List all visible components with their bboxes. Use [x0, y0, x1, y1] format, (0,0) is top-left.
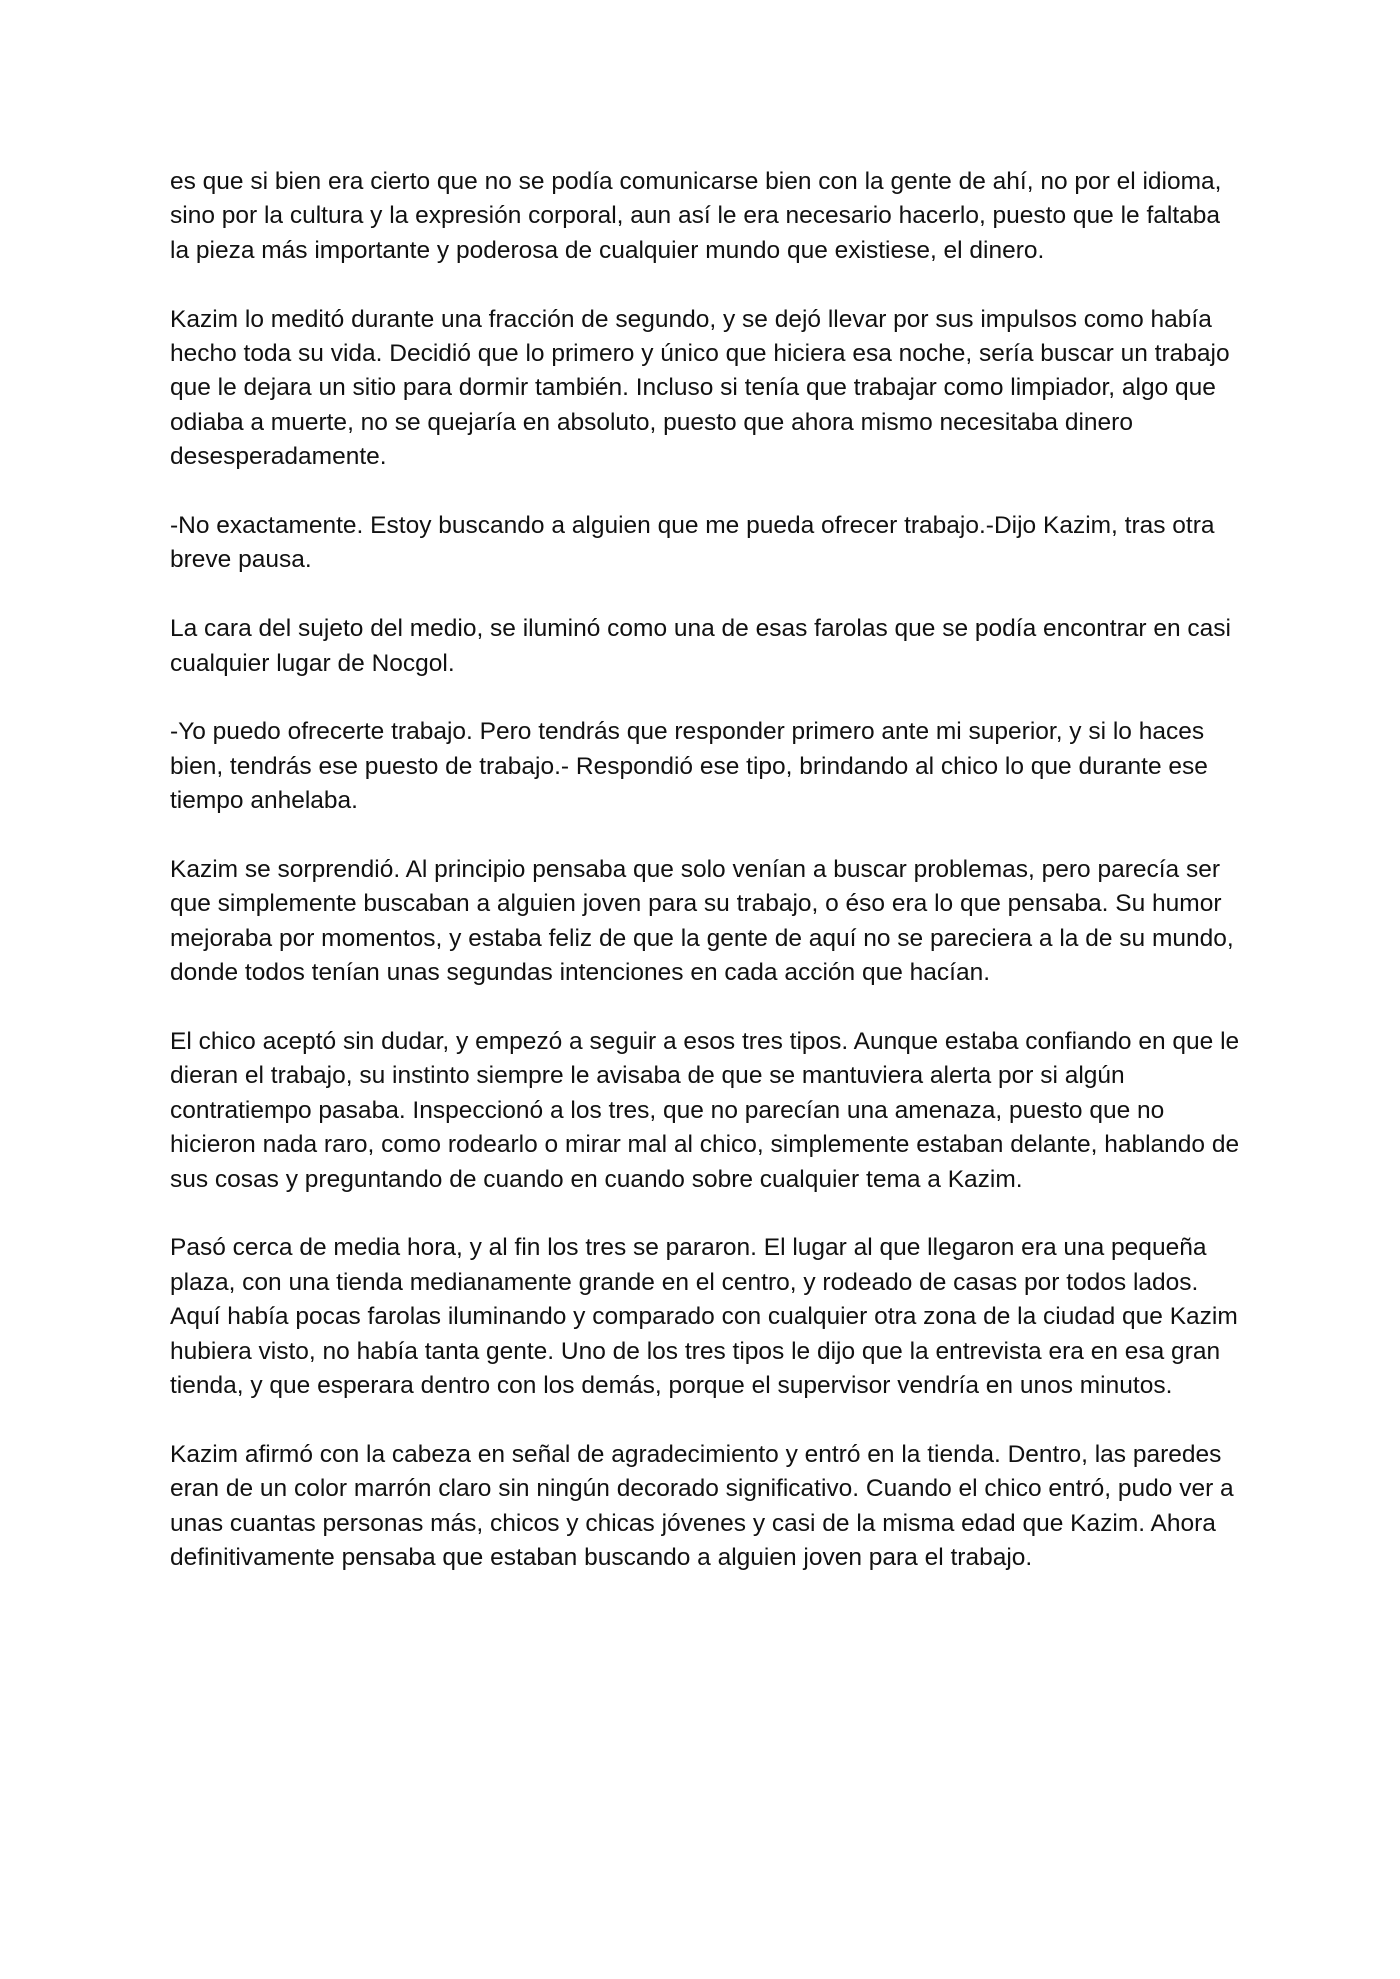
- paragraph: Kazim se sorprendió. Al principio pensaba que solo venían a buscar problemas, pero parecía ser que simplemente buscaban a alguien joven para su trabajo, o éso era lo que pensaba. Su humor mejoraba por momentos, y estaba feliz de que la gente de aquí no se pareciera a la de su mundo, donde todos tenían unas segundas intenciones en cada acción que hacían.: [170, 856, 1234, 987]
- paragraph: Kazim lo meditó durante una fracción de segundo, y se dejó llevar por sus impulsos como había hecho toda su vida. Decidió que lo primero y único que hiciera esa noche, sería buscar un trabajo que le dejara un sitio para dormir también. Incluso si tenía que trabajar como limpiador, algo que odiaba a muerte, no se quejaría en absoluto, puesto que ahora mismo necesitaba dinero desesperadamente.: [170, 305, 1230, 471]
- paragraph: El chico aceptó sin dudar, y empezó a seguir a esos tres tipos. Aunque estaba confiando en que le dieran el trabajo, su instinto siempre le avisaba de que se mantuviera alerta por si algún contratiempo pasaba. Inspeccionó a los tres, que no parecían una amenaza, puesto que no hicieron nada raro, como rodearlo o mirar mal al chico, simplemente estaban delante, hablando de sus cosas y preguntando de cuando en cuando sobre cualquier tema a Kazim.: [170, 1028, 1240, 1193]
- paragraph: Kazim afirmó con la cabeza en señal de agradecimiento y entró en la tienda. Dentro, las paredes eran de un color marrón claro sin ningún decorado significativo. Cuando el chico entró, pudo ver a unas cuantas personas más, chicos y chicas jóvenes y casi de la misma edad que Kazim. Ahora definitivamente pensaba que estaban buscando a alguien joven para el trabajo.: [170, 1440, 1234, 1572]
- paragraph: Pasó cerca de media hora, y al fin los tres se pararon. El lugar al que llegaron era una pequeña plaza, con una tienda medianamente grande en el centro, y rodeado de casas por todos lados. Aquí había pocas farolas iluminando y comparado con cualquier otra zona de la ciudad que Kazim hubiera visto, no había tanta gente. Uno de los tres tipos le dijo que la entrevista era en esa gran tienda, y que esperara dentro con los demás, porque el supervisor vendría en unos minutos.: [170, 1234, 1238, 1400]
- paragraph: es que si bien era cierto que no se podía comunicarse bien con la gente de ahí, no por el idioma, sino por la cultura y la expresión corporal, aun así le era necesario hacerlo, puesto que le faltaba la pieza más importante y poderosa de cualquier mundo que existiese, el dinero.: [170, 168, 1222, 264]
- body-text: [170, 165, 1240, 1576]
- paragraph: -No exactamente. Estoy buscando a alguien que me pueda ofrecer trabajo.-Dijo Kazim, tras otra breve pausa.: [170, 512, 1215, 574]
- paragraph: La cara del sujeto del medio, se iluminó como una de esas farolas que se podía encontrar en casi cualquier lugar de Nocgol.: [170, 615, 1231, 677]
- paragraph: -Yo puedo ofrecerte trabajo. Pero tendrás que responder primero ante mi superior, y si lo haces bien, tendrás ese puesto de trabajo.- Respondió ese tipo, brindando al chico lo que durante ese tiempo anhelaba.: [170, 718, 1208, 815]
